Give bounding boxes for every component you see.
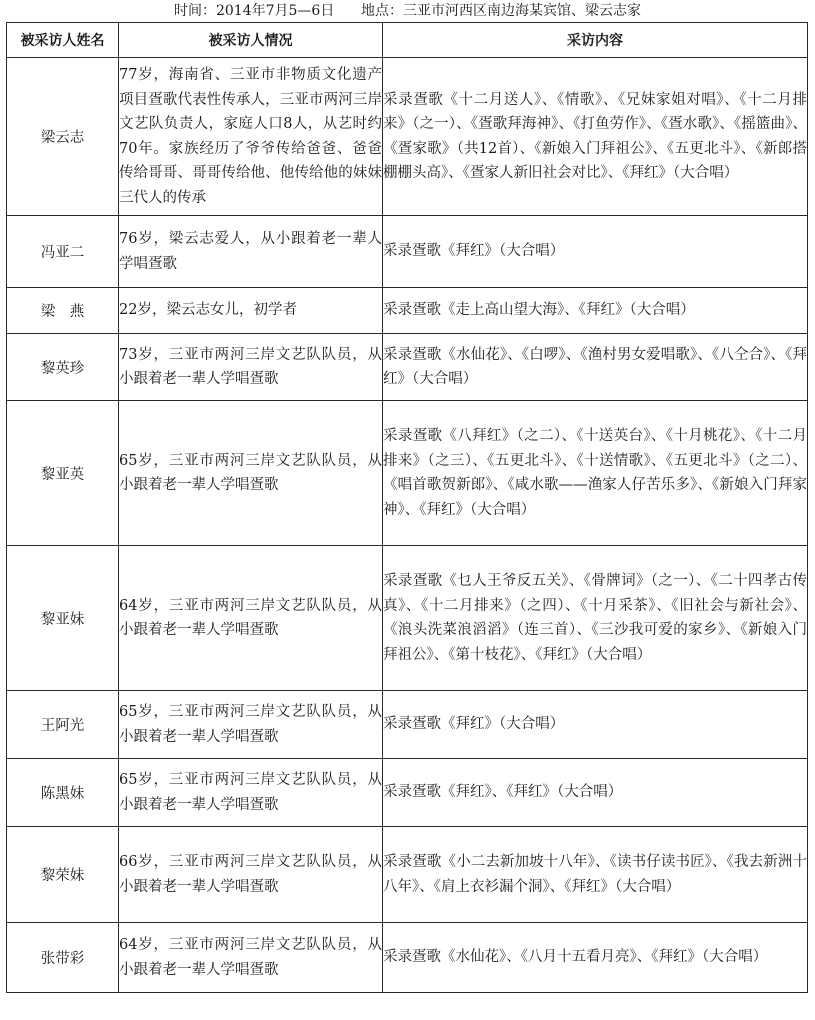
table-row	[7, 827, 808, 923]
table-row	[7, 58, 808, 216]
interview-meta-line	[0, 0, 815, 22]
interviewee-info-text: 64岁，三亚市两河三岸文艺队队员，从小跟着老一辈人学唱疍歌	[119, 937, 382, 978]
table-row	[7, 923, 808, 993]
place-label: 地点：	[361, 3, 404, 19]
time-value: 2014年7月5—6日	[215, 3, 335, 19]
interview-content	[383, 288, 808, 334]
interviewee-info-text: 76岁，梁云志爱人，从小跟着老一辈人学唱疍歌	[119, 231, 382, 272]
column-header-content: 采访内容	[383, 23, 808, 58]
interview-content-text: 采录疍歌《八拜红》（之二）、《十送英台》、《十月桃花》、《十二月排来》（之三）、《五更北斗》、《十送情歌》、《五更北斗》（之二）、《唱首歌贺新郎》、《咸水歌——渔家人仔苦乐多》、《新娘入门拜家神》、《拜红》（大合唱）	[383, 428, 807, 518]
interviewee-name: 黎荣妹	[7, 827, 119, 923]
interviewee-info-text: 64岁，三亚市两河三岸文艺队队员，从小跟着老一辈人学唱疍歌	[119, 597, 382, 638]
interviewee-name: 梁 燕	[7, 288, 119, 334]
table-row	[7, 691, 808, 759]
interview-content-text: 采录疍歌《水仙花》、《八月十五看月亮》、《拜红》（大合唱）	[383, 949, 768, 966]
table-header-row	[7, 23, 808, 58]
interview-content-text: 采录疍歌《走上高山望大海》、《拜红》（大合唱）	[383, 302, 695, 319]
interview-content	[383, 691, 808, 759]
interview-content-text: 采录疍歌《拜红》、《拜红》（大合唱）	[383, 784, 623, 801]
column-header-info: 被采访人情况	[119, 23, 383, 58]
interviewee-info-text: 66岁，三亚市两河三岸文艺队队员，从小跟着老一辈人学唱疍歌	[119, 854, 382, 895]
interviewee-info	[119, 923, 383, 993]
interview-content	[383, 58, 808, 216]
interviewee-name: 张带彩	[7, 923, 119, 993]
interviewee-info	[119, 216, 383, 288]
interview-content-text: 采录疍歌《小二去新加坡十八年》、《读书仔读书匠》、《我去新洲十八年》、《肩上衣衫漏个洞》、《拜红》（大合唱）	[383, 854, 807, 895]
interview-content	[383, 334, 808, 401]
interview-content-text: 采录疍歌《拜红》（大合唱）	[383, 243, 565, 260]
interviewee-name: 梁云志	[7, 58, 119, 216]
interviewee-info	[119, 288, 383, 334]
interview-content	[383, 546, 808, 691]
place-value: 三亚市河西区南边海某宾馆、梁云志家	[403, 3, 642, 19]
interview-content	[383, 923, 808, 993]
interviewee-info-text: 65岁，三亚市两河三岸文艺队队员，从小跟着老一辈人学唱疍歌	[119, 772, 382, 813]
interview-content	[383, 216, 808, 288]
interview-records-table	[6, 22, 808, 993]
interview-content-text: 采录疍歌《水仙花》、《白啰》、《渔村男女爱唱歌》、《八仝合》、《拜红》（大合唱）	[383, 346, 807, 387]
interviewee-info	[119, 58, 383, 216]
interview-content-text: 采录疍歌《乜人王爷反五关》、《骨牌词》（之一）、《二十四孝古传真》、《十二月排来》（之四）、《十月采茶》、《旧社会与新社会》、《浪头洗菜浪滔滔》（连三首）、《三沙我可爱的家乡》、《新娘入门拜祖公》、《第十枝花》、《拜红》（大合唱）	[383, 573, 807, 663]
interviewee-info-text: 65岁，三亚市两河三岸文艺队队员，从小跟着老一辈人学唱疍歌	[119, 704, 382, 745]
interviewee-name: 王阿光	[7, 691, 119, 759]
interviewee-name: 冯亚二	[7, 216, 119, 288]
interviewee-info-text: 73岁，三亚市两河三岸文艺队队员，从小跟着老一辈人学唱疍歌	[119, 346, 382, 387]
interviewee-info	[119, 401, 383, 546]
interview-content	[383, 759, 808, 827]
time-label: 时间：	[173, 3, 216, 19]
interviewee-info	[119, 759, 383, 827]
table-row	[7, 401, 808, 546]
interviewee-info-text: 22岁，梁云志女儿，初学者	[119, 302, 297, 319]
interviewee-name: 陈黑妹	[7, 759, 119, 827]
interview-content-text: 采录疍歌《拜红》（大合唱）	[383, 716, 565, 733]
interviewee-info	[119, 827, 383, 923]
table-row	[7, 334, 808, 401]
interviewee-name: 黎亚英	[7, 401, 119, 546]
interview-content	[383, 827, 808, 923]
interviewee-info	[119, 691, 383, 759]
column-header-name: 被采访人姓名	[7, 23, 119, 58]
interviewee-name: 黎英珍	[7, 334, 119, 401]
interviewee-info	[119, 334, 383, 401]
interview-content	[383, 401, 808, 546]
table-row	[7, 288, 808, 334]
interviewee-name: 黎亚妹	[7, 546, 119, 691]
table-row	[7, 216, 808, 288]
interviewee-info-text: 65岁，三亚市两河三岸文艺队队员，从小跟着老一辈人学唱疍歌	[119, 452, 382, 493]
interview-content-text: 采录疍歌《十二月送人》、《情歌》、《兄妹家姐对唱》、《十二月排来》（之一）、《疍歌拜海神》、《打鱼劳作》、《疍水歌》、《摇篮曲》、《疍家歌》（共12首）、《新娘入门拜祖公》、《五更北斗》、《新郎搭棚棚头高》、《疍家人新旧社会对比》、《拜红》（大合唱）	[383, 91, 807, 181]
interviewee-info	[119, 546, 383, 691]
interviewee-info-text: 77岁，海南省、三亚市非物质文化遗产项目疍歌代表性传承人，三亚市两河三岸文艺队负责人，家庭人口8人，从艺时约70年。家族经历了爷爷传给爸爸、爸爸传给哥哥、哥哥传给他、他传给他的妹妹三代人的传承	[119, 67, 382, 206]
table-row	[7, 759, 808, 827]
table-row	[7, 546, 808, 691]
